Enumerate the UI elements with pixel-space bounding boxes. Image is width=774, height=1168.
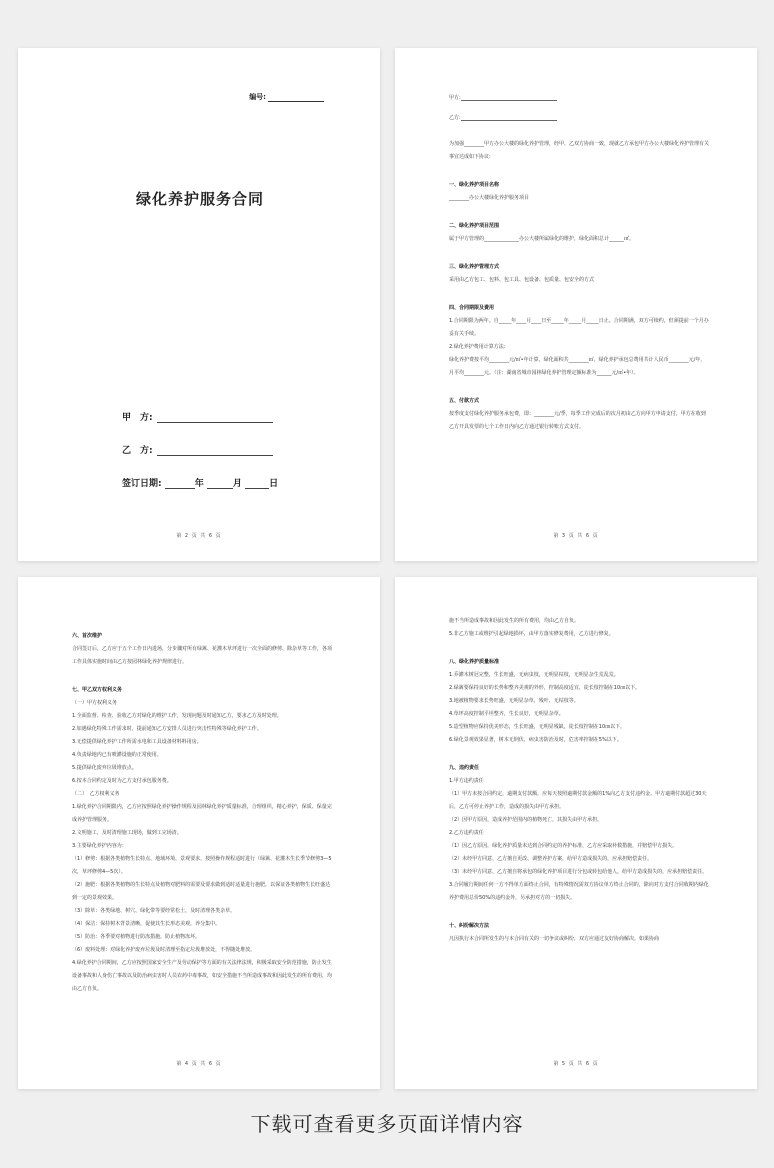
- section-text: 1.合同期限为两年。自_____年____月____日至_____年_____月_____日止。合同期满，双方可续约，但须提前一个月办妥有关手续。: [449, 318, 709, 337]
- sign-date-row: [122, 476, 278, 489]
- paragraph: （3）未经甲方同意，乙方擅自将承包的绿化养护项目进行分包或转包给他人，给甲方造成损失的，应承担赔偿责任。: [449, 869, 708, 875]
- party-lines: [449, 88, 709, 128]
- page-5: [395, 577, 757, 1089]
- party-a-line: [157, 412, 273, 423]
- page-cover: [18, 48, 380, 561]
- paragraph: 1.全面监督、检查、验收乙方对绿化的维护工作，发现问题及时通知乙方，要求乙方及时处理。: [72, 713, 282, 719]
- party-a-row: [122, 410, 273, 423]
- section-text: 2.绿化养护费用计算方法:: [449, 344, 506, 350]
- party-b-underline: [461, 115, 557, 121]
- paragraph: 4.草坪高度控制平坦整齐，生长良好，无明显杂草。: [449, 711, 564, 717]
- page-footer: 第 5 页 共 6 页: [553, 1061, 599, 1067]
- party-a-label: 甲方:: [449, 95, 461, 101]
- paragraph: 2.文明施工，及时清理施工现场，做到工完场清。: [72, 830, 182, 836]
- paragraph: 4.绿化养护合同期间，乙方应按照国家安全生产及劳动保护等方面的有关法律法规，积极采取安全防范措施，防止发生设备事故和人身伤亡事故以及防治病虫害时人员农药中毒事故，如安全措施不当所造成事故和因此发生的所有费用，均由乙方自负。: [72, 960, 333, 992]
- section-text: 按季度支付绿化养护服务承包费，即：________元/季，每季工作完成后的次月初由乙方向甲方申请支付，甲方在收到乙方开具发票的七个工作日内向乙方通过银行转账方式支付。: [449, 411, 706, 430]
- month-line: [207, 478, 233, 489]
- paragraph: （5）防治：各季要对植物进行防冻措施，防止植物冻坏。: [72, 934, 201, 940]
- party-b-line: [157, 445, 273, 456]
- paragraph: （一）甲方权利义务: [72, 700, 118, 706]
- section-heading: 八、绿化养护质量标准: [449, 659, 500, 665]
- paragraph: 3.无偿提供绿化养护工作所需水电和工具设备材料料用房。: [72, 739, 202, 745]
- paragraph: （3）除草：各类绿地、树穴、绿化带等要经常松土，及时清理各类杂草。: [72, 908, 236, 914]
- party-a-underline: [461, 95, 557, 101]
- paragraph: 1.绿化养护合同期限内，乙方应按照绿化养护操作规程及园林绿化养护质量标准，合理组织，精心养护，保质、保量完成养护管理服务。: [72, 804, 332, 823]
- day-label: 日: [269, 479, 279, 489]
- section-text: 绿化养护费按平均________元/㎡•年计算，绿化面积共________㎡，绿化养护承包总费用共计人民币________元/年，月平均________元。（注：湖南省城市园林绿化养护管理定额标准为______元/㎡•年）。: [449, 357, 706, 376]
- contract-number-label: 编号:: [249, 93, 266, 101]
- contract-number-line: [268, 93, 324, 102]
- party-b-label: 乙方:: [449, 115, 461, 121]
- paragraph: （1）因乙方原因，绿化养护质量未达到合同约定的养护标准，乙方应采取补救措施，并赔偿甲方损失。: [449, 843, 678, 849]
- paragraph: 合同签订后，乙方应于五个工作日内进场，分步骤对所有绿篱、花灌木草坪进行一次全面的修剪、除杂草等工作，各项工作具体实施时间由乙方按园林绿化养护规律进行。: [72, 646, 333, 665]
- paragraph: （2）未经甲方同意，乙方擅自更改、调整养护方案，给甲方造成损失的，应承担赔偿责任。: [449, 856, 653, 862]
- paragraph: 施不当所造成事故和因此发生的所有费用，均由乙方自负。: [449, 618, 580, 624]
- month-label: 月: [232, 479, 242, 489]
- paragraph: 5.非乙方施工或维护引起绿地损坏，由甲方落实修复费用，乙方进行修复。: [449, 631, 614, 637]
- paragraph: 6.按本合同约定及时为乙方支付承包服务费。: [72, 778, 172, 784]
- paragraph: （2）因甲方原因，造成养护范围内的植物死亡，其损失由甲方承担。: [449, 817, 603, 823]
- paragraph: 5.提供绿化废弃垃圾堆放点。: [72, 765, 137, 771]
- paragraph: （1）修剪：根据各类植物生长特点、地域环境、景观要求，按照操作规程适时进行（绿篱、花灌木生长季节修剪3—5次，草坪修剪4—5次）。: [72, 856, 332, 875]
- page4-body: [72, 615, 332, 996]
- sign-date-label: 签订日期:: [122, 479, 162, 489]
- paragraph: 4.负责绿地内已有喷灌设施的正常使用。: [72, 752, 162, 758]
- paragraph: 1.甲方违约责任: [449, 778, 484, 784]
- section-text: 采用由乙方包工、包料、包工具、包设备、包质量、包安全的方式: [449, 277, 595, 283]
- year-label: 年: [194, 479, 204, 489]
- paragraph: （6）废料处理：对绿化养护废弃垃圾及时清理至指定垃圾堆放处，不得随处堆放。: [72, 947, 256, 953]
- paragraph: 3.主要绿化养护内容为：: [72, 843, 127, 849]
- paragraph: 凡因执行本合同所发生的与本合同有关的一切争议或纠纷，双方应通过友好协商解决。如果协商: [449, 936, 660, 942]
- paragraph: （2）施肥：根据各类植物的生长特点及植物对肥料的需要及要求做到适时适量进行施肥，以保证各类植物生长旺盛达到一定的景观效果。: [72, 882, 331, 901]
- paragraph: 1.乔灌木树冠完整，生长旺盛，无病虫枝，无明显枯枝，无明显杂生荒乱荒。: [449, 672, 619, 678]
- paragraph: 2.乙方违约责任: [449, 830, 484, 836]
- contract-number: [249, 92, 324, 102]
- paragraph: （1）甲方未按合同约定，逾期支付款额，应每天按照逾期付款金额的1%向乙方支付违约金。甲方逾期付款超过30天后，乙方可停止养护工作，造成的损失由甲方承担。: [449, 791, 707, 810]
- page-footer: 第 2 页 共 6 页: [176, 533, 222, 539]
- page3-body: [449, 138, 709, 434]
- section-heading: 七、甲乙双方权利义务: [72, 687, 123, 693]
- page-footer: 第 3 页 共 6 页: [553, 533, 599, 539]
- page-footer: 第 4 页 共 6 页: [176, 1061, 222, 1067]
- year-line: [165, 478, 195, 489]
- section-text: 属于甲方管理的______________办公大楼所属绿化的维护，绿化面积总计______㎡。: [449, 236, 635, 242]
- section-heading: 九、违约责任: [449, 765, 480, 771]
- page-3: [395, 48, 757, 561]
- paragraph: 3.地被植物要求长势旺盛，无明显杂草，残叶、无枯枝等。: [449, 698, 579, 704]
- section-text: ________办公大楼绿化养护服务项目: [449, 195, 530, 201]
- party-b-line-row: [449, 108, 709, 128]
- party-a-line-row: [449, 88, 709, 108]
- section-heading: 四、合同期限及费用: [449, 305, 495, 311]
- intro-paragraph: 为加强________甲方办公大楼的绿化养护管理，经甲、乙双方协商一致，现就乙方承包甲方办公大楼绿化养护管理有关事宜达成如下协议:: [449, 141, 710, 160]
- page5-body: [449, 615, 709, 946]
- party-a-label: 甲 方:: [122, 413, 153, 423]
- cover-title: 绿化养护服务合同: [136, 190, 265, 208]
- day-line: [245, 478, 269, 489]
- paragraph: （二） 乙方权利义务: [72, 791, 120, 797]
- section-heading: 一、绿化养护项目名称: [449, 182, 500, 188]
- section-heading: 五、付款方式: [449, 398, 480, 404]
- paragraph: 3.合同履行期间任何一方不得单方面终止合同，有特殊情况需双方协议单方终止合同的，除向对方支付合同收期内绿化养护费用总价50%的违约金外，另承担对方的一切损失。: [449, 882, 709, 901]
- paragraph: 5.造型植物应保持优美形态，生长旺盛，无明显残缺，徒长枝控制在10㎝以下。: [449, 724, 626, 730]
- paragraph: 6.绿化景观效果显著，树木无倒伏，病虫害防治及时，危害率控制在5%以下。: [449, 737, 622, 743]
- section-heading: 二、绿化养护项目范围: [449, 223, 500, 229]
- section-heading: 六、首次维护: [72, 633, 103, 639]
- party-b-label: 乙 方:: [122, 446, 153, 456]
- paragraph: 2.如遇绿化特殊工作需求时，提前通知乙方安排人员进行突击性特殊等绿化养护工作。: [72, 726, 262, 732]
- paragraph: （4）保洁：保持树木背景清晰，促使其生长形态美观，养分集中。: [72, 921, 221, 927]
- download-more-caption: 下载可查看更多页面详情内容: [250, 1112, 524, 1136]
- section-heading: 十、纠纷解决方法: [449, 923, 490, 929]
- party-b-row: [122, 443, 273, 456]
- paragraph: 2.绿篱要保持良好的长势和整齐美观的外形，控制高度适宜，徒长枝控制在10㎝以下。: [449, 685, 641, 691]
- section-heading: 三、绿化养护管理方式: [449, 264, 500, 270]
- page-4: [18, 577, 380, 1089]
